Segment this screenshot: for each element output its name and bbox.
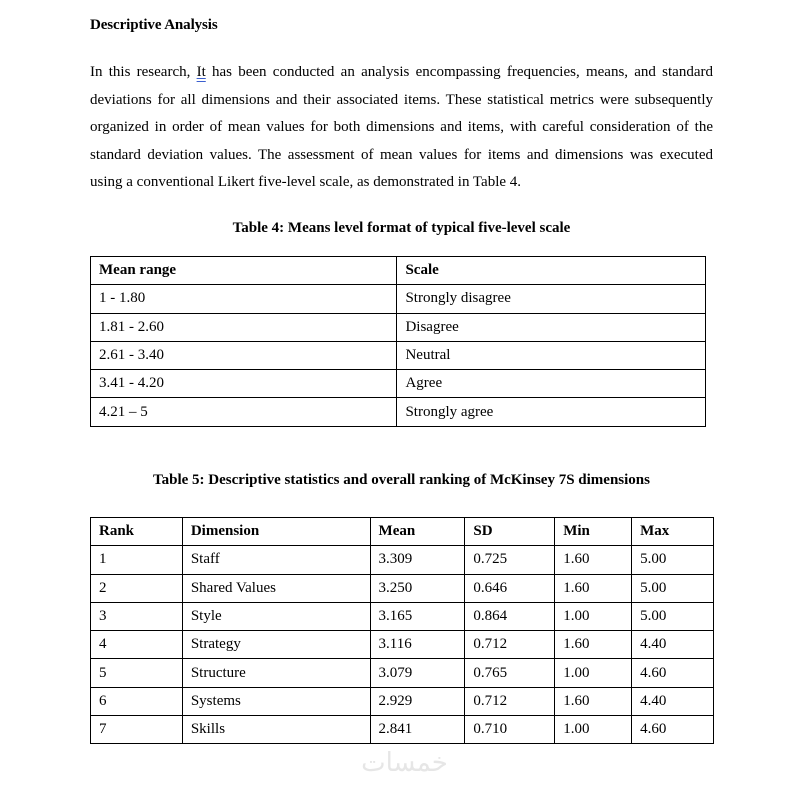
- cell-sd: 0.712: [465, 687, 555, 715]
- paragraph-prefix: In this research,: [90, 64, 197, 80]
- cell-rank: 6: [91, 687, 183, 715]
- cell-mean-range: 2.61 - 3.40: [91, 341, 397, 369]
- table-row: [91, 341, 706, 369]
- cell-max: 4.60: [632, 659, 714, 687]
- cell-mean: 3.116: [370, 631, 465, 659]
- cell-max: 4.60: [632, 716, 714, 744]
- cell-scale: Disagree: [397, 313, 706, 341]
- header-dimension: Dimension: [182, 518, 370, 546]
- cell-scale: Strongly disagree: [397, 285, 706, 313]
- cell-mean-range: 3.41 - 4.20: [91, 370, 397, 398]
- table-row: [91, 370, 706, 398]
- cell-dimension: Staff: [182, 546, 370, 574]
- cell-sd: 0.725: [465, 546, 555, 574]
- khamsat-watermark: خمسات: [361, 748, 448, 778]
- table5-descriptive-stats: [90, 517, 714, 744]
- cell-rank: 5: [91, 659, 183, 687]
- table-row: [91, 398, 706, 426]
- cell-rank: 7: [91, 716, 183, 744]
- table5-caption: Table 5: Descriptive statistics and overall ranking of McKinsey 7S dimensions: [153, 472, 650, 488]
- section-heading: Descriptive Analysis: [90, 17, 218, 33]
- table-row: [91, 574, 714, 602]
- cell-min: 1.60: [555, 574, 632, 602]
- body-paragraph: [90, 59, 713, 197]
- header-rank: Rank: [91, 518, 183, 546]
- header-scale: Scale: [397, 257, 706, 285]
- cell-mean-range: 1 - 1.80: [91, 285, 397, 313]
- cell-min: 1.00: [555, 659, 632, 687]
- cell-dimension: Strategy: [182, 631, 370, 659]
- table-row: [91, 602, 714, 630]
- table-header-row: [91, 257, 706, 285]
- table-row: [91, 546, 714, 574]
- spellcheck-flagged-word[interactable]: It: [196, 64, 206, 80]
- cell-rank: 4: [91, 631, 183, 659]
- cell-min: 1.60: [555, 631, 632, 659]
- table-header-row: [91, 518, 714, 546]
- cell-max: 5.00: [632, 602, 714, 630]
- cell-sd: 0.646: [465, 574, 555, 602]
- cell-mean: 3.079: [370, 659, 465, 687]
- cell-mean-range: 4.21 – 5: [91, 398, 397, 426]
- cell-max: 5.00: [632, 574, 714, 602]
- cell-max: 4.40: [632, 631, 714, 659]
- cell-max: 5.00: [632, 546, 714, 574]
- cell-min: 1.60: [555, 546, 632, 574]
- cell-min: 1.00: [555, 602, 632, 630]
- cell-mean: 3.309: [370, 546, 465, 574]
- cell-sd: 0.712: [465, 631, 555, 659]
- cell-dimension: Shared Values: [182, 574, 370, 602]
- header-mean-range: Mean range: [91, 257, 397, 285]
- table-row: [91, 716, 714, 744]
- header-sd: SD: [465, 518, 555, 546]
- table4-likert-scale: [90, 256, 706, 427]
- cell-sd: 0.710: [465, 716, 555, 744]
- header-min: Min: [555, 518, 632, 546]
- cell-scale: Strongly agree: [397, 398, 706, 426]
- table-row: [91, 313, 706, 341]
- table4-caption: Table 4: Means level format of typical five-level scale: [232, 220, 571, 236]
- cell-dimension: Systems: [182, 687, 370, 715]
- cell-min: 1.60: [555, 687, 632, 715]
- cell-scale: Neutral: [397, 341, 706, 369]
- paragraph-rest: has been conducted an analysis encompassing frequencies, means, and standard deviations for all dimensions and their associated items. These statistical metrics were subsequently organized in order of mean values for both dimensions and items, with careful consideration of the standard deviation values. The assessment of mean values for items and dimensions was executed using a conventional Likert five-level scale, as demonstrated in Table 4.: [90, 64, 713, 191]
- cell-max: 4.40: [632, 687, 714, 715]
- cell-mean-range: 1.81 - 2.60: [91, 313, 397, 341]
- cell-min: 1.00: [555, 716, 632, 744]
- table-row: [91, 631, 714, 659]
- cell-sd: 0.864: [465, 602, 555, 630]
- cell-dimension: Style: [182, 602, 370, 630]
- cell-mean: 3.250: [370, 574, 465, 602]
- cell-mean: 3.165: [370, 602, 465, 630]
- table-row: [91, 285, 706, 313]
- cell-mean: 2.841: [370, 716, 465, 744]
- cell-rank: 1: [91, 546, 183, 574]
- cell-scale: Agree: [397, 370, 706, 398]
- cell-rank: 3: [91, 602, 183, 630]
- cell-dimension: Structure: [182, 659, 370, 687]
- header-mean: Mean: [370, 518, 465, 546]
- header-max: Max: [632, 518, 714, 546]
- cell-sd: 0.765: [465, 659, 555, 687]
- cell-dimension: Skills: [182, 716, 370, 744]
- cell-rank: 2: [91, 574, 183, 602]
- table-row: [91, 659, 714, 687]
- cell-mean: 2.929: [370, 687, 465, 715]
- table-row: [91, 687, 714, 715]
